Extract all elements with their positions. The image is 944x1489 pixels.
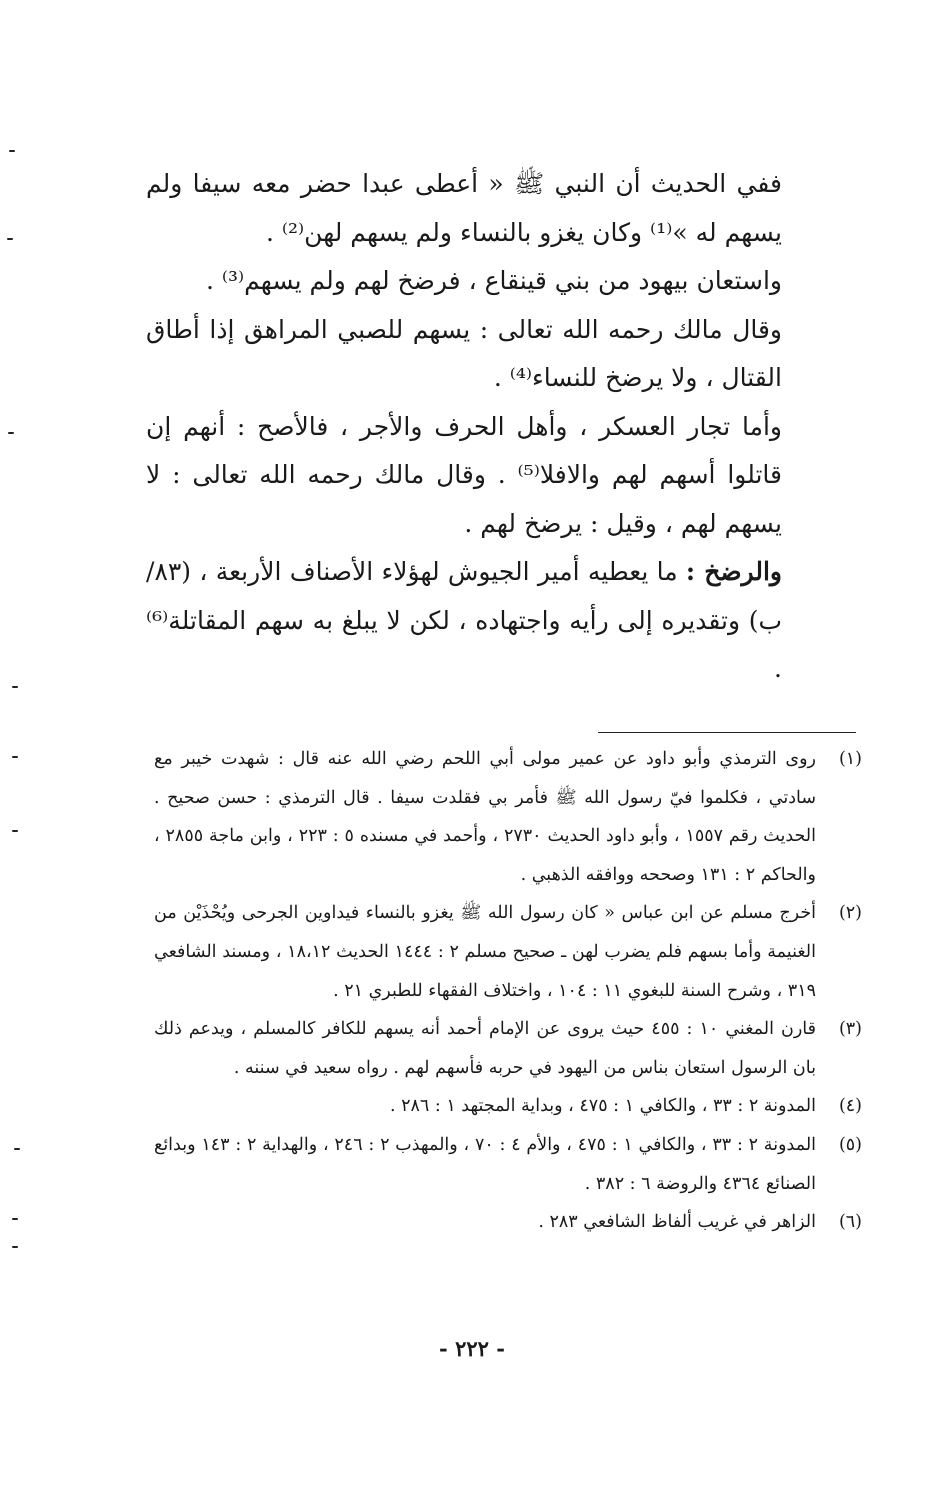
scan-speck: [14, 1148, 20, 1150]
page-number: - ٢٢٢ -: [439, 1336, 505, 1361]
footnote-number: (٥): [838, 1134, 862, 1155]
footnote-text: الزاهر في غريب ألفاظ الشافعي ٢٨٣ .: [538, 1212, 816, 1233]
footnote-text: المدونة ٢ : ٣٣ ، والكافي ١ : ٤٧٥ ، والأم ٤ : ٧٠ ، والمهذب ٢ : ٢٤٦ ، والهداية ٢ : ١٤٣ وبدائع الصنائع ٤٣٦٤ والروضة ٦ : ٣٨٢ .: [154, 1134, 817, 1194]
footnote: [154, 1010, 862, 1087]
footnote-text: روى الترمذي وأبو داود عن عمير مولى أبي اللحم رضي الله عنه قال : شهدت خيبر مع سادتي ، فكلموا فيّ رسول الله ﷺ فأمر بي فقلدت سيفا . قال الترمذي : حسن صحيح . الحديث رقم ١٥٥٧ ، وأبو داود الحديث ٢٧٣٠ ، وأحمد في مسنده ٥ : ٢٢٣ ، وابن ماجة ٢٨٥٥ ، والحاكم ٢ : ١٣١ وصححه ووافقه الذهبي .: [154, 749, 817, 885]
footnote-number: (١): [838, 749, 862, 769]
footnote: [154, 1126, 862, 1203]
footnote-text: قارن المغني ١٠ : ٤٥٥ حيث يروى عن الإمام أحمد أنه يسهم للكافر كالمسلم ، ويدعم ذلك بان الرسول استعان بناس من اليهود في حربه فأسهم لهم . رواه سعيد في سننه .: [154, 1019, 816, 1078]
scan-speck: [7, 238, 13, 240]
definition-text: ما يعطيه أمير الجيوش لهؤلاء الأصناف الأربعة ، (٨٣/ب) وتقديره إلى رأيه واجتهاده ، لكن لا يبلغ به سهم المقاتلة⁽⁶⁾ .: [146, 557, 782, 683]
definition-term: والرضخ :: [685, 557, 782, 586]
scan-speck: [9, 150, 15, 152]
scan-speck: [8, 432, 14, 434]
paragraph: وقال مالك رحمه الله تعالى : يسهم للصبي المراهق إذا أطاق القتال ، ولا يرضخ للنساء⁽⁴⁾ .: [146, 314, 782, 392]
paragraph: واستعان بيهود من بني قينقاع ، فرضخ لهم ولم يسهم⁽³⁾ .: [205, 266, 782, 295]
footnote-separator: [598, 732, 856, 733]
footnote-text: المدونة ٢ : ٣٣ ، والكافي ١ : ٤٧٥ ، وبداية المجتهد ١ : ٢٨٦ .: [389, 1096, 816, 1117]
footnote-text: أخرج مسلم عن ابن عباس « كان رسول الله ﷺ يغزو بالنساء فيداوين الجرحى ويُحْذَيْن من الغنيمة وأما بسهم فلم يضرب لهن ـ صحيح مسلم ٢ : ١٤٤٤ الحديث ١٨،١٢ ، ومسند الشافعي ٣١٩ ، وشرح السنة للبغوي ١١ : ١٠٤ ، واختلاف الفقهاء للطبري ٢١ .: [154, 903, 817, 1001]
footnote-number: (٢): [838, 903, 862, 924]
scan-speck: [12, 830, 18, 832]
footnote: [154, 1203, 862, 1242]
footnote-number: (٤): [838, 1096, 862, 1117]
footnotes: [154, 740, 862, 1242]
scan-speck: [12, 1218, 18, 1220]
footnote-number: (٣): [838, 1019, 862, 1040]
paragraph: وأما تجار العسكر ، وأهل الحرف والأجر ، فالأصح : أنهم إن قاتلوا أسهم لهم والافلا⁽⁵⁾ . وقال مالك رحمه الله تعالى : لا يسهم لهم ، وقيل : يرضخ لهم .: [146, 411, 782, 538]
paragraph-definition: [146, 548, 782, 694]
paragraph: ففي الحديث أن النبي ﷺ « أعطى عبدا حضر معه سيفا ولم يسهم له »⁽¹⁾ وكان يغزو بالنساء ولم يسهم لهن⁽²⁾ .: [146, 169, 782, 247]
scan-speck: [12, 686, 18, 688]
scan-speck: [12, 756, 18, 758]
footnote-number: (٦): [838, 1212, 862, 1233]
footnote: [154, 1087, 862, 1126]
main-text: [146, 160, 782, 694]
footnote: [154, 894, 862, 1010]
footnote: [154, 740, 862, 894]
scan-speck: [12, 1246, 18, 1248]
